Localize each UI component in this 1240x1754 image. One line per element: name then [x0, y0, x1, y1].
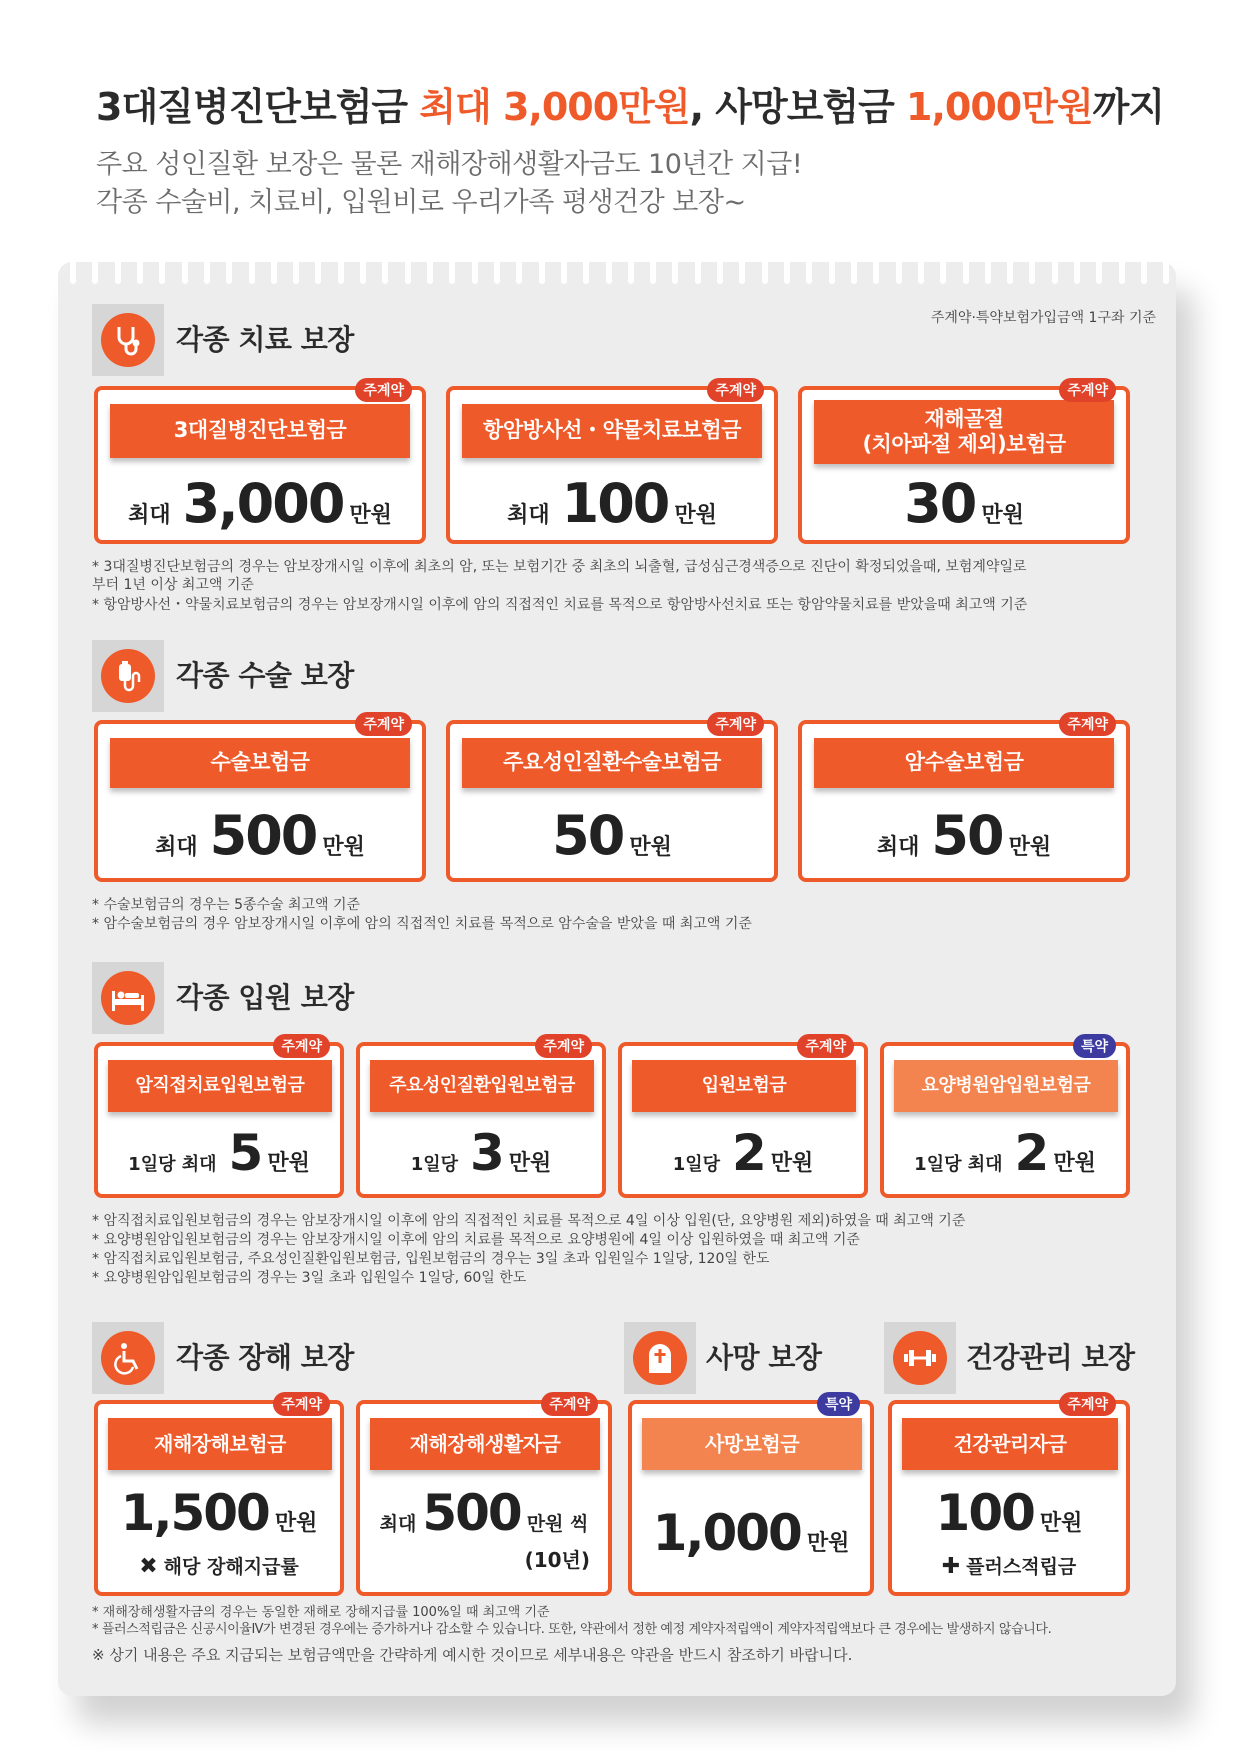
- benefit-amount: [622, 1124, 864, 1182]
- benefit-amount: [632, 1504, 870, 1562]
- amount-unit: 만원: [508, 1151, 552, 1176]
- amount-unit: 만원: [274, 1511, 318, 1536]
- amount-unit: 만원: [322, 835, 365, 860]
- benefit-name: 재해장해생활자금: [370, 1418, 600, 1470]
- benefit-name-line: 재해골절: [924, 406, 1004, 431]
- amount-prefix: 1일당 최대: [128, 1154, 217, 1175]
- plus-icon: ✚: [941, 1554, 961, 1579]
- amount-unit: 만원: [770, 1151, 814, 1176]
- footnote: * 재해장해생활자금의 경우는 동일한 재해로 장해지급률 100%일 때 최고액 기준: [92, 1605, 550, 1620]
- benefit-name: 암수술보험금: [814, 738, 1114, 788]
- amount-value: 1,000: [652, 1504, 801, 1562]
- benefit-card: [94, 717, 426, 882]
- benefit-card: [94, 1397, 344, 1596]
- benefit-card: [798, 383, 1130, 544]
- amount-value: 50: [552, 804, 624, 867]
- multiplier-note: [98, 1552, 340, 1579]
- section-title-surgery: 각종 수술 보장: [176, 659, 354, 692]
- amount-prefix: 최대: [876, 835, 920, 860]
- benefit-name: 수술보험금: [110, 738, 410, 788]
- plus-text: 플러스적립금: [966, 1556, 1077, 1578]
- contract-badge: 주계약: [1059, 1392, 1116, 1416]
- contract-badge: 주계약: [541, 1392, 598, 1416]
- benefit-amount: [98, 1124, 340, 1182]
- amount-value: 5: [228, 1124, 262, 1182]
- amount-unit: 만원: [1039, 1511, 1083, 1536]
- amount-unit: 만원: [1008, 835, 1052, 860]
- multiply-icon: ✖: [139, 1554, 158, 1579]
- benefit-name: 건강관리자금: [902, 1418, 1118, 1470]
- benefit-amount: [802, 804, 1126, 867]
- benefit-card: [446, 717, 778, 882]
- iv-drip-icon: [92, 640, 164, 712]
- headline: [96, 76, 1164, 131]
- headline-part: 까지: [1092, 85, 1165, 129]
- amount-value: 3,000: [182, 472, 344, 535]
- amount-unit: 만원: [349, 503, 392, 528]
- hospital-bed-icon: [92, 962, 164, 1034]
- contract-badge: 주계약: [355, 378, 412, 402]
- contract-badge: 주계약: [1059, 378, 1116, 402]
- amount-unit: 만원: [267, 1151, 310, 1176]
- contract-badge: 주계약: [707, 378, 764, 402]
- rider-badge: 특약: [1073, 1034, 1116, 1058]
- headline-part: 3대질병진단보험금: [96, 85, 420, 129]
- benefit-name: 입원보험금: [632, 1060, 856, 1112]
- amount-value: 2: [1014, 1124, 1048, 1182]
- amount-value: 500: [209, 804, 317, 867]
- benefit-name: 사망보험금: [642, 1418, 862, 1470]
- headline-highlight: 1,000만원: [906, 85, 1093, 129]
- amount-prefix: 최대: [507, 503, 550, 528]
- benefit-name: [814, 400, 1114, 464]
- benefit-amount: [450, 472, 774, 535]
- benefit-amount: [892, 1484, 1126, 1542]
- amount-value: 50: [931, 804, 1003, 867]
- footnote: * 플러스적립금은 신공시이율Ⅳ가 변경된 경우에는 증가하거나 감소할 수 있습니다. 또한, 약관에서 정한 예정 계약자적립액이 계약자적립액보다 큰 경우에는 발생하지 않습니다.: [92, 1622, 1052, 1637]
- amount-value: 100: [561, 472, 669, 535]
- contract-badge: 주계약: [273, 1034, 330, 1058]
- benefit-card: [356, 1397, 612, 1596]
- amount-unit: 만원 씩: [526, 1513, 589, 1535]
- rider-badge: 특약: [817, 1392, 860, 1416]
- subheadline-1: 주요 성인질환 보장은 물론 재해장해생활자금도 10년간 지급!: [96, 149, 803, 180]
- multiplier-text: 해당 장해지급률: [163, 1556, 299, 1578]
- amount-value: 30: [904, 472, 976, 535]
- contract-badge: 주계약: [707, 712, 764, 736]
- contract-badge: 주계약: [1059, 712, 1116, 736]
- disclaimer: ※ 상기 내용은 주요 지급되는 보험금액만을 간략하게 예시한 것이므로 세부내용은 약관을 반드시 참조하기 바랍니다.: [92, 1646, 853, 1664]
- spiral-binding: [70, 250, 1170, 286]
- footnote: * 항암방사선・약물치료보험금의 경우는 암보장개시일 이후에 암의 직접적인 치료를 목적으로 항암방사선치료 또는 항암약물치료를 받았을때 최고액 기준: [92, 597, 1028, 613]
- amount-unit: 만원: [1053, 1151, 1096, 1176]
- benefit-card: [446, 383, 778, 544]
- footnote: 부터 1년 이상 최고액 기준: [92, 577, 254, 593]
- benefit-name: 주요성인질환입원보험금: [370, 1060, 594, 1112]
- benefit-amount: [98, 804, 422, 867]
- amount-unit: 만원: [629, 835, 672, 860]
- footnote: * 요양병원암입원보험금의 경우는 3일 초과 입원일수 1일당, 60일 한도: [92, 1270, 527, 1286]
- benefit-card: [94, 1039, 344, 1198]
- amount-unit: 만원: [674, 503, 717, 528]
- benefit-name: 3대질병진단보험금: [110, 404, 410, 458]
- benefit-name-line: (치아파절 제외)보험금: [862, 432, 1066, 456]
- benefit-amount: [884, 1124, 1126, 1182]
- amount-prefix: 최대: [128, 503, 171, 528]
- benefit-amount: [360, 1124, 602, 1182]
- benefit-card: [356, 1039, 606, 1198]
- basis-note: 주계약·특약보험가입금액 1구좌 기준: [930, 310, 1156, 326]
- section-title-death: 사망 보장: [706, 1341, 822, 1374]
- benefit-name: 재해장해보험금: [108, 1418, 332, 1470]
- benefit-name: 항암방사선・약물치료보험금: [462, 404, 762, 458]
- benefit-amount: [98, 1484, 340, 1542]
- amount-value: 3: [470, 1124, 503, 1182]
- amount-prefix: 최대: [379, 1513, 417, 1535]
- contract-badge: 주계약: [797, 1034, 854, 1058]
- section-title-hospital: 각종 입원 보장: [176, 981, 354, 1014]
- benefit-card: [798, 717, 1130, 882]
- section-title-treatment: 각종 치료 보장: [176, 323, 354, 356]
- wheelchair-icon: [92, 1322, 164, 1394]
- benefit-amount: [360, 1484, 608, 1542]
- contract-badge: 주계약: [355, 712, 412, 736]
- amount-unit: 만원: [981, 503, 1024, 528]
- benefit-amount: [450, 804, 774, 867]
- footnote: * 암직접치료입원보험금, 주요성인질환입원보험금, 입원보험금의 경우는 3일 초과 입원일수 1일당, 120일 한도: [92, 1251, 770, 1267]
- footnote: * 3대질병진단보험금의 경우는 암보장개시일 이후에 최초의 암, 또는 보험기간 중 최초의 뇌출혈, 급성심근경색증으로 진단이 확정되었을때, 보험계약일로: [92, 559, 1027, 575]
- benefit-name: 암직접치료입원보험금: [108, 1060, 332, 1112]
- amount-value: 500: [422, 1484, 521, 1542]
- footnote: * 암직접치료입원보험금의 경우는 암보장개시일 이후에 암의 직접적인 치료를 목적으로 4일 이상 입원(단, 요양병원 제외)하였을 때 최고액 기준: [92, 1213, 966, 1229]
- contract-badge: 주계약: [273, 1392, 330, 1416]
- benefit-card: [618, 1039, 868, 1198]
- subheadline-2: 각종 수술비, 치료비, 입원비로 우리가족 평생건강 보장~: [96, 187, 746, 218]
- tombstone-icon: [624, 1322, 696, 1394]
- amount-prefix: 1일당 최대: [914, 1154, 1003, 1175]
- benefit-name: 요양병원암입원보험금: [894, 1060, 1118, 1112]
- benefit-card: [94, 383, 426, 544]
- amount-prefix: 1일당: [672, 1154, 720, 1175]
- amount-value: 1,500: [120, 1484, 269, 1542]
- plus-note: [892, 1552, 1126, 1579]
- amount-prefix: 최대: [155, 835, 198, 860]
- benefit-amount: [802, 472, 1126, 535]
- benefit-amount: [98, 472, 422, 535]
- headline-part: , 사망보험금: [689, 85, 907, 129]
- amount-unit: 만원: [806, 1531, 850, 1556]
- dumbbell-icon: [884, 1322, 956, 1394]
- amount-value: 100: [935, 1484, 1034, 1542]
- footnote: * 암수술보험금의 경우 암보장개시일 이후에 암의 직접적인 치료를 목적으로 암수술을 받았을 때 최고액 기준: [92, 916, 752, 932]
- benefit-card: [888, 1397, 1130, 1596]
- benefit-name: 주요성인질환수술보험금: [462, 738, 762, 788]
- benefit-card: [628, 1397, 874, 1596]
- benefit-card: [880, 1039, 1130, 1198]
- duration-note: (10년): [524, 1548, 590, 1572]
- stethoscope-icon: [92, 304, 164, 376]
- headline-highlight: 최대 3,000만원: [419, 85, 690, 129]
- amount-value: 2: [732, 1124, 765, 1182]
- footnote: * 수술보험금의 경우는 5종수술 최고액 기준: [92, 897, 361, 913]
- section-title-health: 건강관리 보장: [966, 1341, 1135, 1374]
- section-title-disability: 각종 장해 보장: [176, 1341, 354, 1374]
- footnote: * 요양병원암입원보험금의 경우는 암보장개시일 이후에 암의 치료를 목적으로 요양병원에 4일 이상 입원하였을 때 최고액 기준: [92, 1232, 860, 1248]
- amount-prefix: 1일당: [410, 1154, 458, 1175]
- contract-badge: 주계약: [535, 1034, 592, 1058]
